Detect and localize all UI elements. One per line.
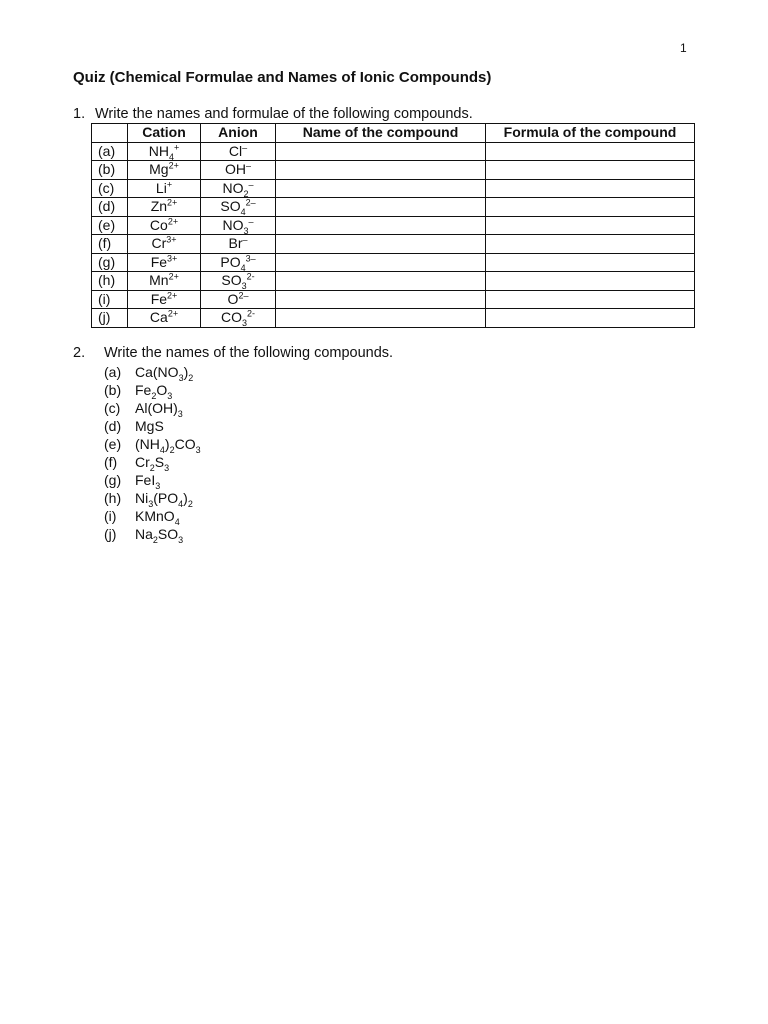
list-item bbox=[104, 507, 201, 525]
name-answer-cell bbox=[276, 235, 486, 254]
cation-cell: $Mn^{2+}$ bbox=[128, 272, 201, 291]
anion-cell: $O^{2-}$ bbox=[201, 290, 276, 309]
name-answer-cell bbox=[276, 253, 486, 272]
header-formula: Formula of the compound bbox=[486, 124, 695, 143]
question-2-list bbox=[104, 363, 201, 543]
formula-answer-cell bbox=[486, 253, 695, 272]
item-label: (f) bbox=[104, 454, 118, 470]
name-answer-cell bbox=[276, 309, 486, 328]
question-1-prompt: Write the names and formulae of the following compounds. bbox=[95, 106, 473, 122]
item-formula: $Cr_2S_3$ bbox=[135, 454, 170, 473]
row-label: (f) bbox=[92, 235, 128, 254]
row-label: (c) bbox=[92, 179, 128, 198]
anion-cell: Br– bbox=[201, 235, 276, 254]
formula-answer-cell bbox=[486, 216, 695, 235]
cation-cell: $Co^{2+}$ bbox=[128, 216, 201, 235]
name-answer-cell bbox=[276, 161, 486, 180]
cation-cell: $Zn^{2+}$ bbox=[128, 198, 201, 217]
question-2-prompt: Write the names of the following compounds. bbox=[104, 345, 394, 361]
header-cation: Cation bbox=[128, 124, 201, 143]
cation-cell: $NH_4^+$ bbox=[128, 142, 201, 161]
table-row bbox=[92, 142, 695, 161]
question-1-number: 1. bbox=[73, 106, 86, 122]
header-anion: Anion bbox=[201, 124, 276, 143]
cation-cell: $Mg^{2+}$ bbox=[128, 161, 201, 180]
item-label: (e) bbox=[104, 436, 122, 452]
table-row bbox=[92, 161, 695, 180]
formula-answer-cell bbox=[486, 161, 695, 180]
table-row bbox=[92, 216, 695, 235]
item-formula: KMnO$_4$ bbox=[135, 508, 180, 527]
cation-cell: Li+ bbox=[128, 179, 201, 198]
header-name: Name of the compound bbox=[276, 124, 486, 143]
row-label: (d) bbox=[92, 198, 128, 217]
formula-answer-cell bbox=[486, 142, 695, 161]
compounds-table bbox=[91, 123, 695, 328]
item-label: (c) bbox=[104, 400, 121, 416]
table-header-row bbox=[92, 124, 695, 143]
list-item bbox=[104, 381, 201, 399]
cation-cell: $Fe^{3+}$ bbox=[128, 253, 201, 272]
name-answer-cell bbox=[276, 290, 486, 309]
anion-cell: $SO_3^{2-}$ bbox=[201, 272, 276, 291]
item-formula: $(NH_4)_2CO_3$ bbox=[135, 436, 201, 455]
item-formula: $Al(OH)_3$ bbox=[135, 400, 183, 419]
table-row bbox=[92, 309, 695, 328]
name-answer-cell bbox=[276, 272, 486, 291]
cation-cell: $Fe^{2+}$ bbox=[128, 290, 201, 309]
row-label: (b) bbox=[92, 161, 128, 180]
name-answer-cell bbox=[276, 216, 486, 235]
row-label: (j) bbox=[92, 309, 128, 328]
formula-answer-cell bbox=[486, 235, 695, 254]
item-formula: $Ca(NO_3)_2$ bbox=[135, 364, 194, 383]
name-answer-cell bbox=[276, 198, 486, 217]
item-label: (g) bbox=[104, 472, 122, 488]
table-row bbox=[92, 272, 695, 291]
row-label: (h) bbox=[92, 272, 128, 291]
list-item bbox=[104, 399, 201, 417]
table-row bbox=[92, 290, 695, 309]
formula-answer-cell bbox=[486, 198, 695, 217]
formula-answer-cell bbox=[486, 309, 695, 328]
name-answer-cell bbox=[276, 142, 486, 161]
question-1 bbox=[73, 106, 473, 122]
item-formula: $Na_2SO_3$ bbox=[135, 526, 184, 545]
anion-cell: $NO_2^-$ bbox=[201, 179, 276, 198]
item-formula: FeI$_3$ bbox=[135, 472, 161, 491]
list-item bbox=[104, 525, 201, 543]
row-label: (i) bbox=[92, 290, 128, 309]
item-formula: $Ni_3(PO_4)_2$ bbox=[135, 490, 193, 509]
item-label: (a) bbox=[104, 364, 122, 380]
item-formula: $Fe_2O_3$ bbox=[135, 382, 173, 401]
anion-cell: $PO_4^{3-}$ bbox=[201, 253, 276, 272]
item-label: (i) bbox=[104, 508, 117, 524]
row-label: (g) bbox=[92, 253, 128, 272]
row-label: (a) bbox=[92, 142, 128, 161]
list-item bbox=[104, 417, 201, 435]
item-label: (d) bbox=[104, 418, 122, 434]
cation-cell: $Cr^{3+}$ bbox=[128, 235, 201, 254]
anion-cell: $CO_3^{2-}$ bbox=[201, 309, 276, 328]
row-label: (e) bbox=[92, 216, 128, 235]
list-item bbox=[104, 489, 201, 507]
anion-cell: $NO_3^-$ bbox=[201, 216, 276, 235]
table-row bbox=[92, 198, 695, 217]
cation-cell: $Ca^{2+}$ bbox=[128, 309, 201, 328]
table-body bbox=[92, 142, 695, 327]
page-number: 1 bbox=[680, 41, 687, 55]
formula-answer-cell bbox=[486, 290, 695, 309]
list-item bbox=[104, 453, 201, 471]
list-item bbox=[104, 435, 201, 453]
anion-cell: $SO_4^{2-}$ bbox=[201, 198, 276, 217]
table-row bbox=[92, 253, 695, 272]
name-answer-cell bbox=[276, 179, 486, 198]
header-blank bbox=[92, 124, 128, 143]
anion-cell: Cl– bbox=[201, 142, 276, 161]
item-label: (h) bbox=[104, 490, 122, 506]
quiz-title: Quiz (Chemical Formulae and Names of Ionic Compounds) bbox=[73, 69, 492, 86]
table-row bbox=[92, 235, 695, 254]
question-2-number: 2. bbox=[73, 345, 86, 361]
list-item bbox=[104, 363, 201, 381]
formula-answer-cell bbox=[486, 272, 695, 291]
table-row bbox=[92, 179, 695, 198]
item-label: (b) bbox=[104, 382, 122, 398]
formula-answer-cell bbox=[486, 179, 695, 198]
question-2 bbox=[73, 345, 393, 361]
anion-cell: OH– bbox=[201, 161, 276, 180]
list-item bbox=[104, 471, 201, 489]
item-label: (j) bbox=[104, 526, 117, 542]
item-formula: MgS bbox=[135, 418, 164, 434]
